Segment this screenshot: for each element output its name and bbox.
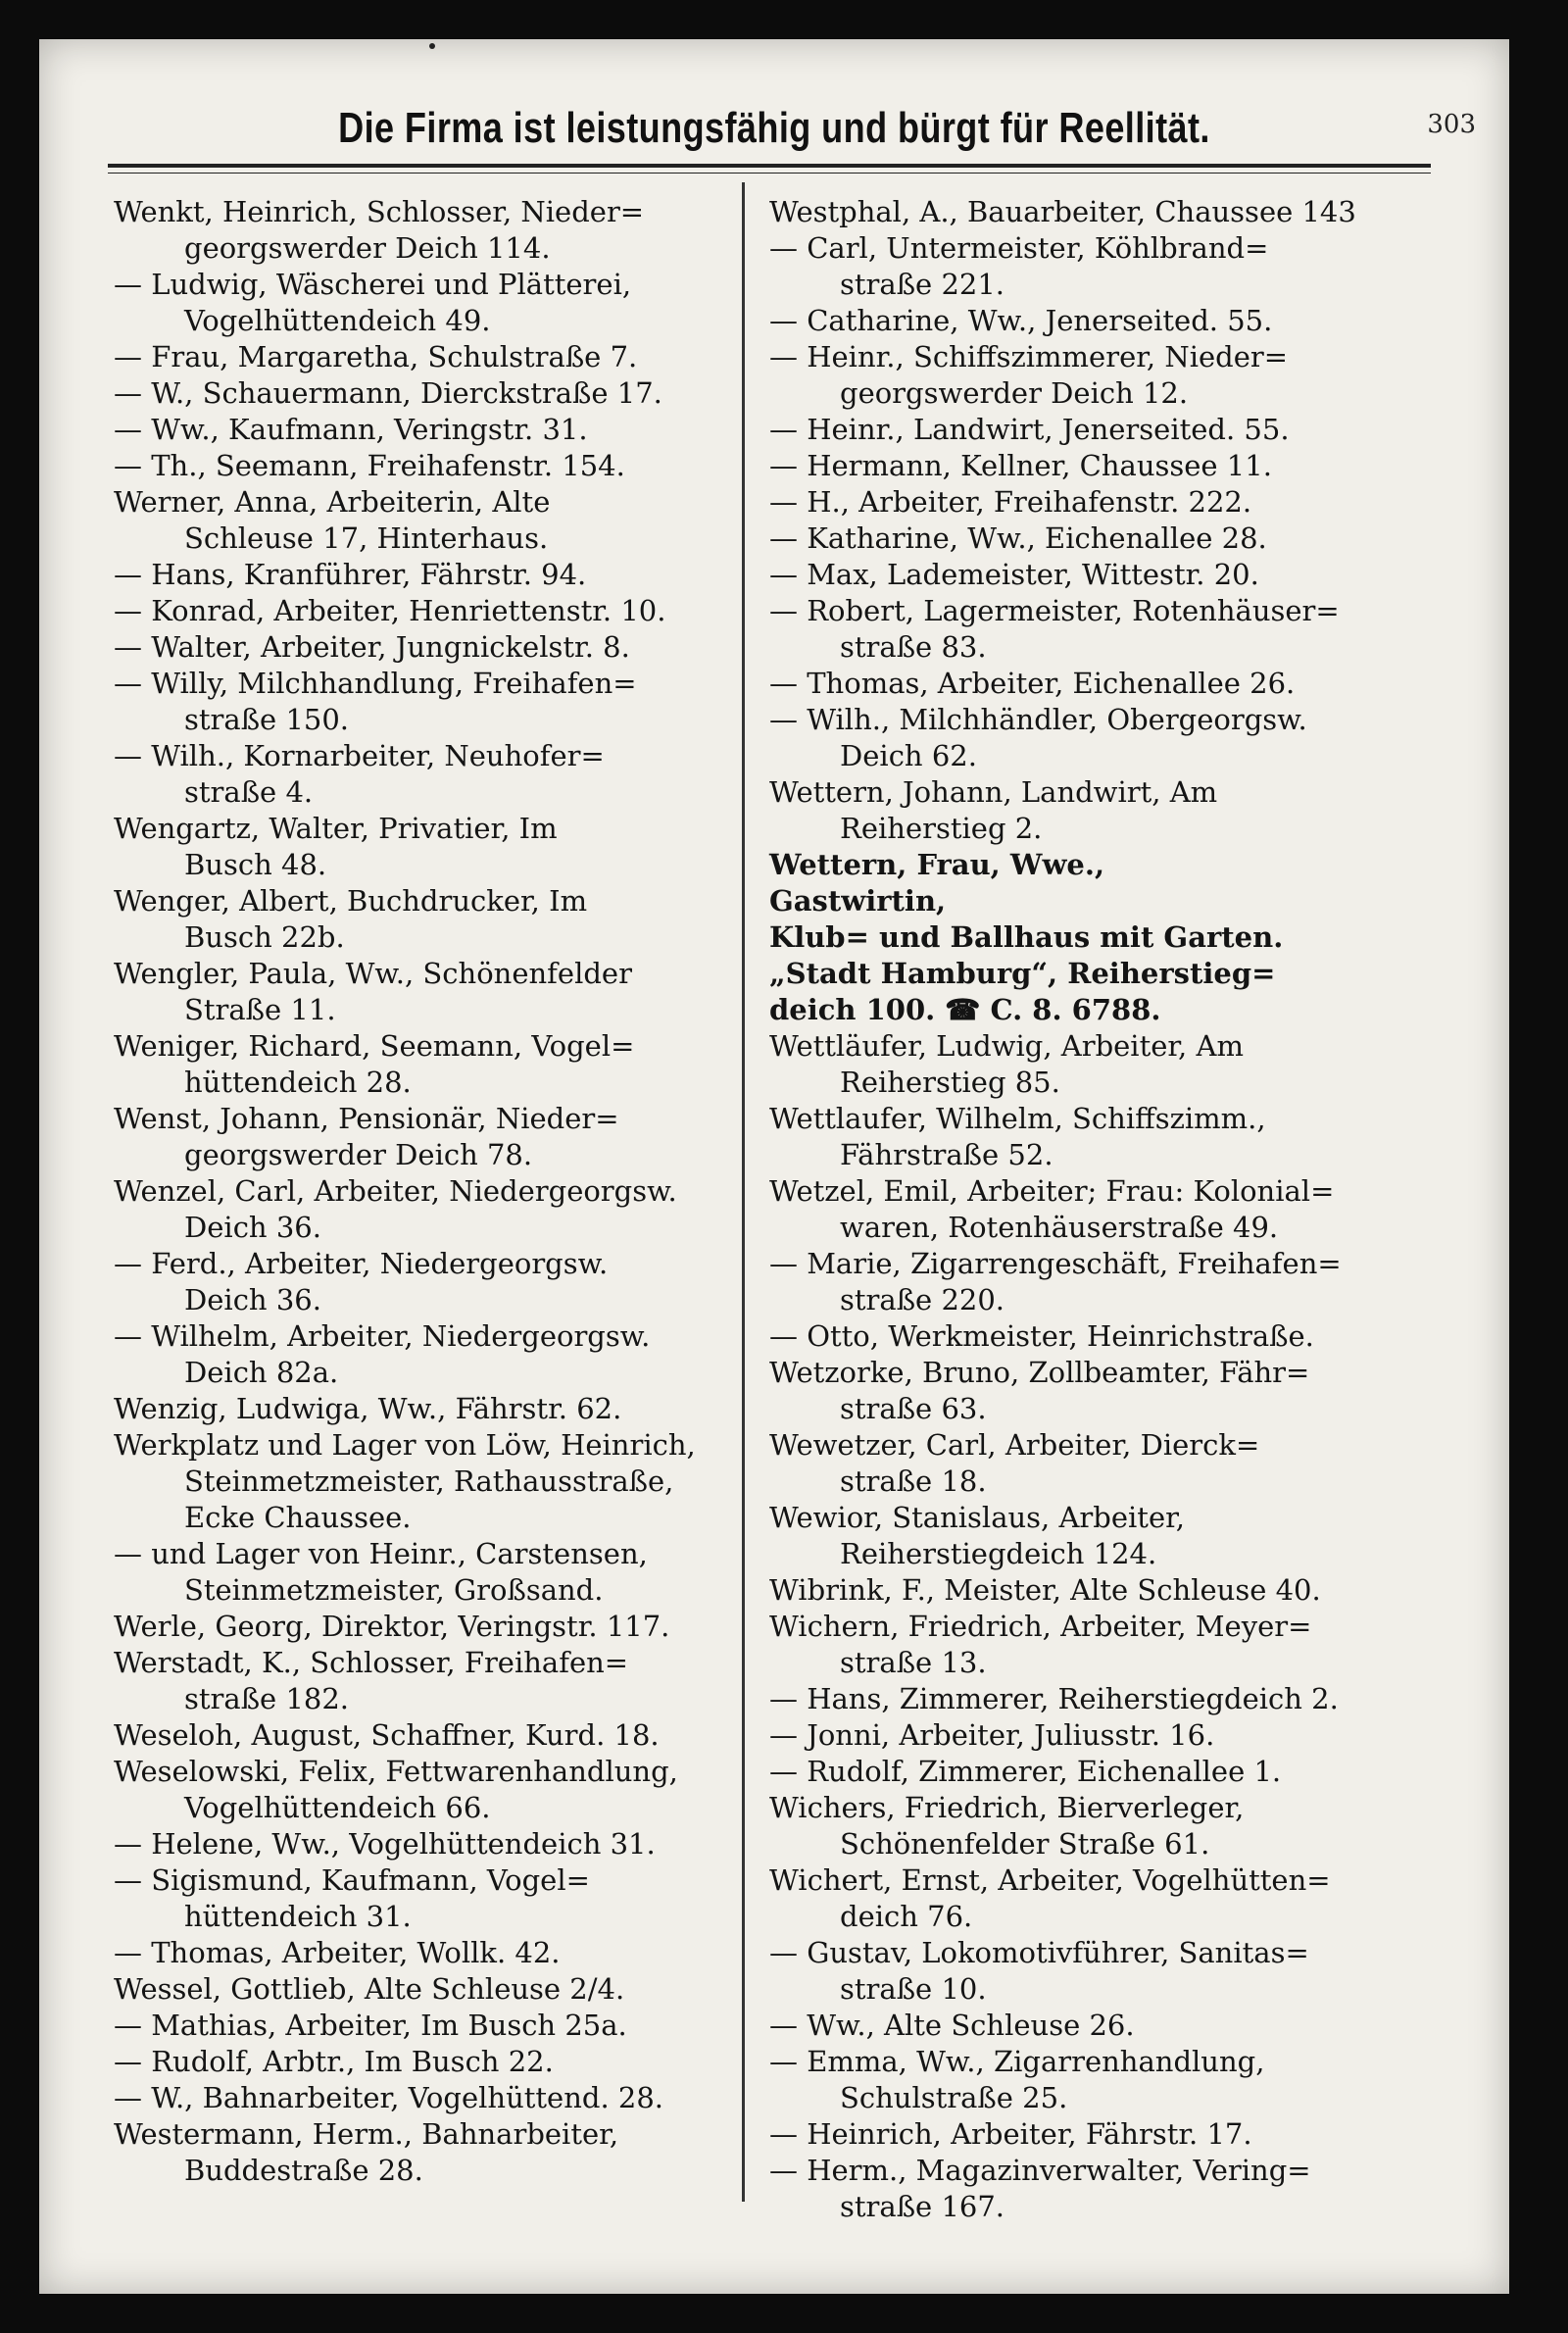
entry-line: — Mathias, Arbeiter, Im Busch 25a. bbox=[114, 2009, 627, 2042]
directory-entry bbox=[114, 412, 751, 448]
entry-line: — Marie, Zigarrengeschäft, Freihafen= bbox=[769, 1247, 1342, 1280]
directory-entry bbox=[769, 1572, 1406, 1609]
entry-line: Wengartz, Walter, Privatier, Im bbox=[114, 812, 558, 845]
directory-entry bbox=[114, 2044, 751, 2080]
entry-line: — Helene, Ww., Vogelhüttendeich 31. bbox=[114, 1827, 656, 1861]
directory-entry bbox=[769, 1609, 1406, 1681]
header-rule-thin bbox=[108, 173, 1431, 174]
entry-line: — Gustav, Lokomotivführer, Sanitas= bbox=[769, 1936, 1309, 1969]
entry-line: — Ludwig, Wäscherei und Plätterei, bbox=[114, 268, 632, 301]
header-slogan: Die Firma ist leistungsfähig und bürgt für Reellität. bbox=[338, 104, 1210, 152]
entry-line: Wenst, Johann, Pensionär, Nieder= bbox=[114, 1102, 619, 1135]
directory-entry bbox=[769, 1028, 1406, 1101]
entry-continuation-line: straße 13. bbox=[840, 1646, 987, 1679]
entry-line: — Rudolf, Arbtr., Im Busch 22. bbox=[114, 2045, 554, 2078]
entry-line: Wibrink, F., Meister, Alte Schleuse 40. bbox=[769, 1573, 1321, 1607]
directory-entry bbox=[114, 375, 751, 412]
entry-line: Wengler, Paula, Ww., Schönenfelder bbox=[114, 957, 632, 990]
entry-line: Westphal, A., Bauarbeiter, Chaussee 143 bbox=[769, 195, 1356, 228]
directory-entry bbox=[114, 738, 751, 811]
directory-page bbox=[39, 39, 1509, 2294]
directory-entry bbox=[114, 1935, 751, 1971]
header-rule-thick bbox=[108, 164, 1431, 168]
directory-entry bbox=[769, 702, 1406, 774]
entry-line: — Robert, Lagermeister, Rotenhäuser= bbox=[769, 594, 1340, 627]
entry-continuation-line: straße 18. bbox=[840, 1464, 987, 1498]
directory-entry bbox=[769, 303, 1406, 339]
directory-entry bbox=[114, 2080, 751, 2116]
entry-continuation-line: Reiherstieg 2. bbox=[840, 812, 1043, 845]
directory-entry bbox=[114, 1427, 751, 1536]
directory-entry bbox=[769, 1173, 1406, 1246]
entry-line: — Wilh., Kornarbeiter, Neuhofer= bbox=[114, 739, 605, 772]
left-column bbox=[114, 194, 751, 2189]
entry-continuation-line: georgswerder Deich 114. bbox=[184, 231, 551, 265]
directory-entry bbox=[769, 339, 1406, 412]
entry-line: Wetzorke, Bruno, Zollbeamter, Fähr= bbox=[769, 1356, 1310, 1389]
directory-entry bbox=[114, 1609, 751, 1645]
entry-continuation-line: Reiherstiegdeich 124. bbox=[840, 1537, 1157, 1570]
entry-continuation-line: Vogelhüttendeich 66. bbox=[184, 1791, 491, 1824]
directory-entry bbox=[769, 1427, 1406, 1500]
directory-entry bbox=[114, 267, 751, 339]
entry-continuation-line: deich 100. ☎ C. 8. 6788. bbox=[769, 993, 1161, 1026]
entry-line: — Katharine, Ww., Eichenallee 28. bbox=[769, 521, 1267, 555]
directory-entry bbox=[114, 1391, 751, 1427]
entry-continuation-line: deich 76. bbox=[840, 1900, 973, 1933]
entry-line: — Catharine, Ww., Jenerseited. 55. bbox=[769, 304, 1273, 337]
directory-entry bbox=[769, 1500, 1406, 1572]
entry-line: Wichers, Friedrich, Bierverleger, bbox=[769, 1791, 1245, 1824]
directory-entry bbox=[114, 593, 751, 629]
entry-line: Wettläufer, Ludwig, Arbeiter, Am bbox=[769, 1029, 1244, 1063]
entry-line: Wichern, Friedrich, Arbeiter, Meyer= bbox=[769, 1610, 1312, 1643]
entry-continuation-line: Steinmetzmeister, Großsand. bbox=[184, 1573, 604, 1607]
entry-line: — Th., Seemann, Freihafenstr. 154. bbox=[114, 449, 625, 482]
right-column bbox=[769, 194, 1406, 2225]
directory-entry bbox=[769, 1790, 1406, 1862]
directory-entry bbox=[769, 412, 1406, 448]
entry-line: — Herm., Magazinverwalter, Vering= bbox=[769, 2154, 1311, 2187]
entry-line: — Max, Lademeister, Wittestr. 20. bbox=[769, 558, 1259, 591]
entry-line: Weseloh, August, Schaffner, Kurd. 18. bbox=[114, 1718, 660, 1752]
entry-line: — Heinr., Landwirt, Jenerseited. 55. bbox=[769, 413, 1290, 446]
entry-continuation-line: straße 150. bbox=[184, 703, 350, 736]
entry-line: Wewetzer, Carl, Arbeiter, Dierck= bbox=[769, 1428, 1260, 1462]
directory-entry bbox=[114, 448, 751, 484]
directory-entry bbox=[114, 883, 751, 956]
directory-entry bbox=[769, 1681, 1406, 1717]
directory-entry bbox=[769, 230, 1406, 303]
entry-line: Wewior, Stanislaus, Arbeiter, bbox=[769, 1501, 1185, 1534]
entry-line: Wenzel, Carl, Arbeiter, Niedergeorgsw. bbox=[114, 1174, 677, 1208]
directory-entry bbox=[114, 1645, 751, 1717]
entry-line: — Heinrich, Arbeiter, Fährstr. 17. bbox=[769, 2117, 1252, 2151]
directory-entry bbox=[114, 2116, 751, 2189]
print-speck bbox=[429, 43, 435, 49]
entry-line: — Rudolf, Zimmerer, Eichenallee 1. bbox=[769, 1755, 1282, 1788]
directory-entry bbox=[114, 1028, 751, 1101]
entry-line: — Walter, Arbeiter, Jungnickelstr. 8. bbox=[114, 630, 630, 664]
entry-continuation-line: georgswerder Deich 78. bbox=[184, 1138, 533, 1171]
entry-continuation-line: Gastwirtin, bbox=[769, 884, 947, 918]
entry-continuation-line: Deich 36. bbox=[184, 1211, 321, 1244]
entry-line: — Frau, Margaretha, Schulstraße 7. bbox=[114, 340, 638, 373]
directory-entry bbox=[114, 1754, 751, 1826]
entry-continuation-line: straße 182. bbox=[184, 1682, 350, 1715]
entry-line: — Heinr., Schiffszimmerer, Nieder= bbox=[769, 340, 1289, 373]
entry-continuation-line: georgswerder Deich 12. bbox=[840, 376, 1189, 410]
directory-entry bbox=[769, 2008, 1406, 2044]
entry-line: Wettern, Frau, Wwe., bbox=[769, 848, 1105, 881]
entry-line: — W., Schauermann, Dierckstraße 17. bbox=[114, 376, 662, 410]
entry-line: Wetzel, Emil, Arbeiter; Frau: Kolonial= bbox=[769, 1174, 1335, 1208]
entry-continuation-line: hüttendeich 28. bbox=[184, 1066, 412, 1099]
entry-line: — Hans, Kranführer, Fährstr. 94. bbox=[114, 558, 587, 591]
entry-line: — Ww., Alte Schleuse 26. bbox=[769, 2009, 1135, 2042]
entry-line: Wettern, Johann, Landwirt, Am bbox=[769, 775, 1218, 809]
directory-entry bbox=[114, 194, 751, 267]
directory-entry bbox=[769, 1754, 1406, 1790]
entry-line: — Thomas, Arbeiter, Eichenallee 26. bbox=[769, 667, 1296, 700]
directory-entry bbox=[114, 557, 751, 593]
entry-line: — H., Arbeiter, Freihafenstr. 222. bbox=[769, 485, 1252, 519]
entry-line: — Willy, Milchhandlung, Freihafen= bbox=[114, 667, 637, 700]
entry-continuation-line: Busch 48. bbox=[184, 848, 327, 881]
directory-entry bbox=[769, 484, 1406, 521]
directory-entry bbox=[114, 339, 751, 375]
entry-continuation-line: straße 63. bbox=[840, 1392, 987, 1425]
directory-entry bbox=[114, 1536, 751, 1609]
directory-entry bbox=[769, 774, 1406, 847]
entry-line: — und Lager von Heinr., Carstensen, bbox=[114, 1537, 648, 1570]
entry-line: Werle, Georg, Direktor, Veringstr. 117. bbox=[114, 1610, 670, 1643]
entry-continuation-line: „Stadt Hamburg“, Reiherstieg= bbox=[769, 957, 1276, 990]
entry-line: — Otto, Werkmeister, Heinrichstraße. bbox=[769, 1319, 1314, 1353]
entry-line: — Ww., Kaufmann, Veringstr. 31. bbox=[114, 413, 588, 446]
entry-continuation-line: Deich 36. bbox=[184, 1283, 321, 1316]
directory-entry bbox=[769, 847, 1406, 1028]
entry-continuation-line: Buddestraße 28. bbox=[184, 2154, 423, 2187]
directory-entry bbox=[769, 1318, 1406, 1355]
directory-entry bbox=[769, 1246, 1406, 1318]
directory-entry bbox=[114, 666, 751, 738]
directory-entry bbox=[769, 521, 1406, 557]
directory-entry bbox=[114, 1971, 751, 2008]
entry-continuation-line: Busch 22b. bbox=[184, 920, 345, 954]
entry-line: Wenkt, Heinrich, Schlosser, Nieder= bbox=[114, 195, 645, 228]
entry-continuation-line: Schulstraße 25. bbox=[840, 2081, 1068, 2114]
directory-entry bbox=[114, 484, 751, 557]
entry-continuation-line: Klub= und Ballhaus mit Garten. bbox=[769, 920, 1284, 954]
entry-line: Weniger, Richard, Seemann, Vogel= bbox=[114, 1029, 635, 1063]
directory-entry bbox=[114, 1318, 751, 1391]
directory-entry bbox=[769, 2116, 1406, 2153]
entry-continuation-line: Schleuse 17, Hinterhaus. bbox=[184, 521, 549, 555]
directory-entry bbox=[769, 194, 1406, 230]
directory-entry bbox=[769, 1862, 1406, 1935]
entry-line: — Wilhelm, Arbeiter, Niedergeorgsw. bbox=[114, 1319, 651, 1353]
directory-entry bbox=[769, 1935, 1406, 2008]
directory-entry bbox=[769, 2153, 1406, 2225]
directory-entry bbox=[114, 1862, 751, 1935]
entry-continuation-line: Deich 82a. bbox=[184, 1356, 339, 1389]
entry-continuation-line: Straße 11. bbox=[184, 993, 336, 1026]
entry-line: — Hermann, Kellner, Chaussee 11. bbox=[769, 449, 1272, 482]
entry-continuation-line: Fährstraße 52. bbox=[840, 1138, 1054, 1171]
directory-entry bbox=[769, 1355, 1406, 1427]
entry-continuation-line: Schönenfelder Straße 61. bbox=[840, 1827, 1210, 1861]
directory-entry bbox=[769, 666, 1406, 702]
entry-line: — Ferd., Arbeiter, Niedergeorgsw. bbox=[114, 1247, 609, 1280]
directory-entry bbox=[114, 1101, 751, 1173]
entry-line: Wessel, Gottlieb, Alte Schleuse 2/4. bbox=[114, 1972, 625, 2006]
directory-entry bbox=[769, 557, 1406, 593]
entry-line: — W., Bahnarbeiter, Vogelhüttend. 28. bbox=[114, 2081, 664, 2114]
entry-continuation-line: Steinmetzmeister, Rathausstraße, bbox=[184, 1464, 674, 1498]
entry-continuation-line: hüttendeich 31. bbox=[184, 1900, 412, 1933]
entry-line: Werner, Anna, Arbeiterin, Alte bbox=[114, 485, 551, 519]
directory-entry bbox=[114, 1826, 751, 1862]
entry-continuation-line: straße 10. bbox=[840, 1972, 987, 2006]
entry-line: — Konrad, Arbeiter, Henriettenstr. 10. bbox=[114, 594, 666, 627]
entry-line: Weselowski, Felix, Fettwarenhandlung, bbox=[114, 1755, 678, 1788]
entry-line: — Carl, Untermeister, Köhlbrand= bbox=[769, 231, 1269, 265]
entry-line: — Hans, Zimmerer, Reiherstiegdeich 2. bbox=[769, 1682, 1339, 1715]
entry-line: Wenzig, Ludwiga, Ww., Fährstr. 62. bbox=[114, 1392, 622, 1425]
directory-entry bbox=[769, 1717, 1406, 1754]
directory-entry bbox=[769, 593, 1406, 666]
entry-line: Wenger, Albert, Buchdrucker, Im bbox=[114, 884, 588, 918]
directory-entry bbox=[114, 1717, 751, 1754]
directory-entry bbox=[114, 629, 751, 666]
directory-entry bbox=[114, 811, 751, 883]
entry-line: Westermann, Herm., Bahnarbeiter, bbox=[114, 2117, 619, 2151]
directory-entry bbox=[114, 1246, 751, 1318]
entry-continuation-line: Reiherstieg 85. bbox=[840, 1066, 1060, 1099]
directory-entry bbox=[769, 2044, 1406, 2116]
entry-line: — Wilh., Milchhändler, Obergeorgsw. bbox=[769, 703, 1307, 736]
entry-continuation-line: straße 83. bbox=[840, 630, 987, 664]
directory-entry bbox=[114, 2008, 751, 2044]
entry-line: Werkplatz und Lager von Löw, Heinrich, bbox=[114, 1428, 696, 1462]
page-header bbox=[39, 104, 1509, 182]
entry-continuation-line: waren, Rotenhäuserstraße 49. bbox=[840, 1211, 1279, 1244]
entry-continuation-line: Deich 62. bbox=[840, 739, 977, 772]
entry-line: Werstadt, K., Schlosser, Freihafen= bbox=[114, 1646, 629, 1679]
directory-entry bbox=[769, 1101, 1406, 1173]
entry-continuation-line: straße 220. bbox=[840, 1283, 1005, 1316]
entry-line: Wichert, Ernst, Arbeiter, Vogelhütten= bbox=[769, 1863, 1331, 1897]
entry-continuation-line: Ecke Chaussee. bbox=[184, 1501, 412, 1534]
directory-entry bbox=[769, 448, 1406, 484]
directory-entry bbox=[114, 1173, 751, 1246]
page-number: 303 bbox=[1427, 110, 1476, 139]
entry-line: — Emma, Ww., Zigarrenhandlung, bbox=[769, 2045, 1265, 2078]
entry-line: — Sigismund, Kaufmann, Vogel= bbox=[114, 1863, 590, 1897]
entry-continuation-line: straße 4. bbox=[184, 775, 314, 809]
entry-line: — Jonni, Arbeiter, Juliusstr. 16. bbox=[769, 1718, 1215, 1752]
entry-continuation-line: straße 167. bbox=[840, 2190, 1005, 2223]
entry-line: — Thomas, Arbeiter, Wollk. 42. bbox=[114, 1936, 561, 1969]
entry-line: Wettlaufer, Wilhelm, Schiffszimm., bbox=[769, 1102, 1266, 1135]
directory-entry bbox=[114, 956, 751, 1028]
entry-continuation-line: straße 221. bbox=[840, 268, 1005, 301]
entry-continuation-line: Vogelhüttendeich 49. bbox=[184, 304, 491, 337]
